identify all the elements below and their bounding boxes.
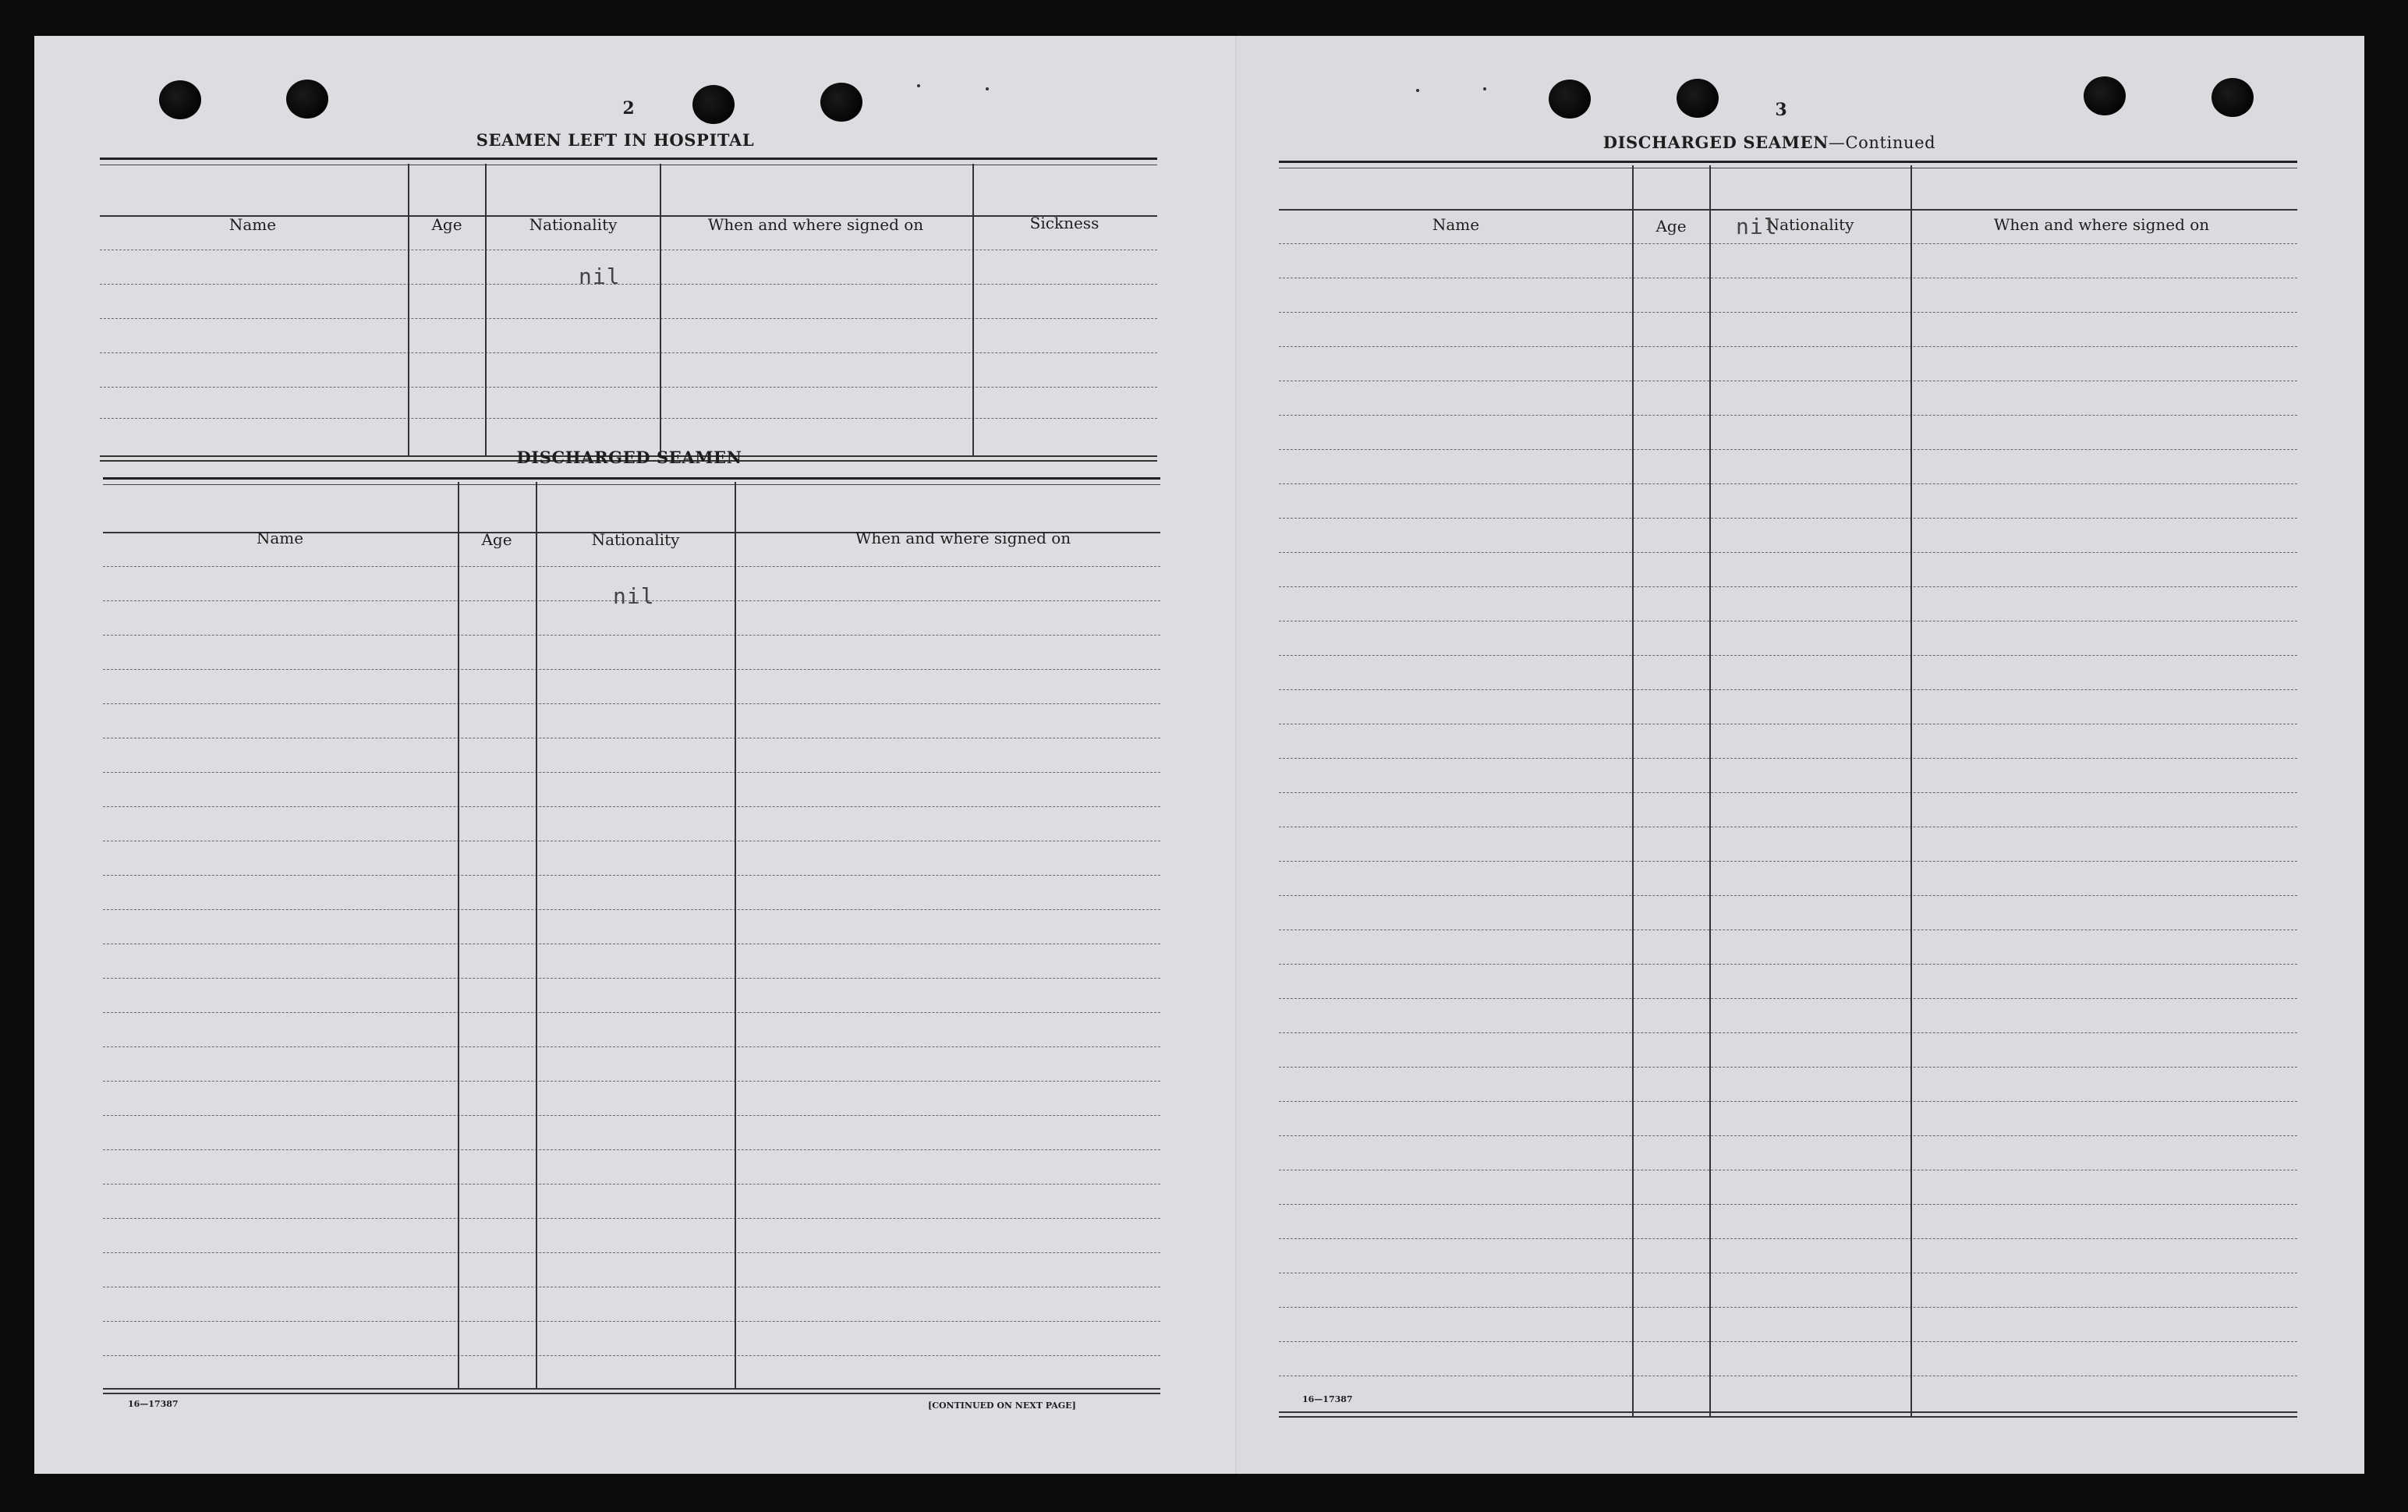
row-line bbox=[1279, 1238, 2297, 1239]
punch-hole bbox=[286, 80, 328, 119]
row-line bbox=[103, 1252, 1160, 1253]
row-line bbox=[1279, 1135, 2297, 1136]
punch-hole bbox=[159, 80, 201, 119]
row-line bbox=[103, 1081, 1160, 1082]
top-rule bbox=[103, 477, 1160, 485]
row-line bbox=[103, 1218, 1160, 1219]
row-line bbox=[100, 284, 1157, 285]
column-header-signed-on: When and where signed on bbox=[1993, 215, 2210, 234]
row-line bbox=[100, 352, 1157, 353]
row-line bbox=[103, 1046, 1160, 1047]
column-divider bbox=[735, 482, 736, 1390]
column-divider bbox=[458, 482, 459, 1390]
row-line bbox=[103, 635, 1160, 636]
row-line bbox=[1279, 312, 2297, 313]
column-divider bbox=[536, 482, 537, 1390]
column-divider bbox=[408, 164, 409, 457]
row-line bbox=[103, 1115, 1160, 1116]
row-line bbox=[100, 418, 1157, 419]
column-divider bbox=[485, 164, 487, 457]
column-header-age: Age bbox=[481, 530, 512, 549]
punch-hole bbox=[2211, 78, 2254, 117]
column-header-nationality: Nationality bbox=[529, 215, 618, 234]
row-line bbox=[1279, 1101, 2297, 1102]
column-divider bbox=[1632, 165, 1634, 1418]
row-line bbox=[100, 387, 1157, 388]
row-line bbox=[103, 978, 1160, 979]
row-line bbox=[103, 875, 1160, 876]
row-line bbox=[1279, 1204, 2297, 1205]
hospital-table bbox=[100, 158, 1157, 468]
row-line bbox=[1279, 552, 2297, 553]
column-divider bbox=[972, 164, 974, 457]
row-line bbox=[103, 1012, 1160, 1013]
column-header-name: Name bbox=[1432, 215, 1480, 234]
row-line bbox=[1279, 998, 2297, 999]
row-line bbox=[1279, 964, 2297, 965]
row-line bbox=[103, 806, 1160, 807]
row-line bbox=[1279, 1341, 2297, 1342]
discharged-nil-entry: nil bbox=[613, 583, 655, 609]
row-line bbox=[1279, 861, 2297, 862]
continued-note: [CONTINUED ON NEXT PAGE] bbox=[928, 1400, 1076, 1411]
discharged-section-title: DISCHARGED SEAMEN bbox=[516, 448, 742, 467]
bottom-rule bbox=[1279, 1416, 2297, 1418]
form-code: 16—17387 bbox=[128, 1399, 179, 1409]
speck bbox=[986, 87, 989, 90]
bottom-rule bbox=[1279, 1411, 2297, 1413]
top-rule bbox=[1279, 161, 2297, 168]
column-header-signed-on: When and where signed on bbox=[707, 215, 924, 234]
punch-hole bbox=[1677, 79, 1719, 118]
hospital-nil-entry: nil bbox=[579, 264, 621, 289]
row-line bbox=[1279, 483, 2297, 484]
punch-hole bbox=[692, 85, 735, 124]
row-line bbox=[1279, 586, 2297, 587]
punch-hole bbox=[1549, 80, 1591, 119]
speck bbox=[1483, 87, 1486, 90]
hospital-section-title: SEAMEN LEFT IN HOSPITAL bbox=[476, 130, 755, 150]
page-number: 3 bbox=[1775, 100, 1787, 120]
header-rule bbox=[1279, 209, 2297, 211]
row-line bbox=[103, 772, 1160, 773]
discharged-table bbox=[103, 477, 1160, 1427]
bottom-rule bbox=[103, 1388, 1160, 1390]
column-divider bbox=[660, 164, 661, 457]
bottom-rule bbox=[103, 1393, 1160, 1394]
row-line bbox=[103, 566, 1160, 567]
column-header-sickness: Sickness bbox=[1029, 214, 1100, 232]
row-line bbox=[1279, 1067, 2297, 1068]
page-right bbox=[1237, 36, 2364, 1474]
top-rule bbox=[100, 158, 1157, 165]
row-line bbox=[1279, 1032, 2297, 1033]
page-left bbox=[34, 36, 1237, 1474]
row-line bbox=[1279, 655, 2297, 656]
title-suffix: —Continued bbox=[1828, 133, 1936, 152]
row-line bbox=[1279, 415, 2297, 416]
column-header-age: Age bbox=[1656, 217, 1687, 235]
row-line bbox=[1279, 895, 2297, 896]
column-divider bbox=[1910, 165, 1912, 1418]
column-header-nationality: Nationality bbox=[591, 530, 680, 549]
column-header-nationality: Nationality bbox=[1765, 215, 1854, 234]
row-line bbox=[103, 703, 1160, 704]
row-line bbox=[103, 669, 1160, 670]
punch-hole bbox=[820, 83, 862, 122]
row-line bbox=[1279, 792, 2297, 793]
column-header-age: Age bbox=[431, 215, 462, 234]
row-line bbox=[1279, 449, 2297, 450]
title-main: DISCHARGED SEAMEN bbox=[1602, 133, 1829, 152]
column-header-signed-on: When and where signed on bbox=[855, 529, 1071, 547]
column-divider bbox=[1709, 165, 1711, 1418]
row-line bbox=[103, 1149, 1160, 1150]
discharged-continued-title bbox=[1603, 133, 1935, 152]
row-line bbox=[1279, 346, 2297, 347]
row-line bbox=[1279, 689, 2297, 690]
row-line bbox=[103, 1321, 1160, 1322]
speck bbox=[917, 84, 920, 87]
row-line bbox=[100, 318, 1157, 319]
column-header-name: Name bbox=[228, 215, 277, 234]
page-number: 2 bbox=[622, 98, 635, 119]
row-line bbox=[1279, 1307, 2297, 1308]
row-line bbox=[1279, 518, 2297, 519]
row-line bbox=[103, 1355, 1160, 1356]
row-line bbox=[1279, 243, 2297, 244]
row-line bbox=[103, 909, 1160, 910]
discharged-continued-table bbox=[1279, 161, 2297, 1424]
row-line bbox=[1279, 758, 2297, 759]
column-header-name: Name bbox=[256, 529, 304, 547]
discharged-continued-nil-entry: nil bbox=[1736, 214, 1778, 239]
form-code: 16—17387 bbox=[1302, 1394, 1353, 1404]
punch-hole bbox=[2084, 76, 2126, 115]
speck bbox=[1416, 89, 1419, 92]
